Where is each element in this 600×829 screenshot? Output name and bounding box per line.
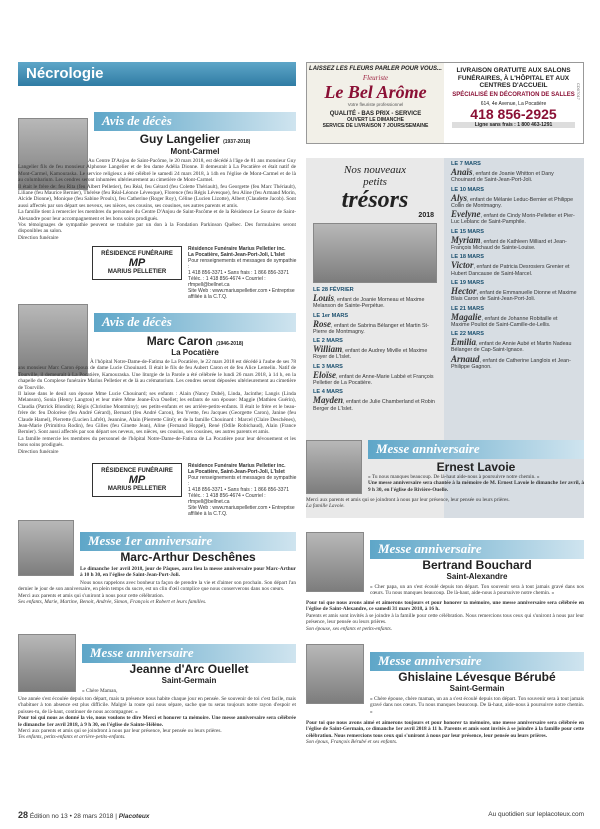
messe-band-ernest: Messe anniversaire — [368, 440, 584, 459]
jeanne-text: Une année s'est écoulée depuis ton départ, mais ta présence nous habite chaque jour en pensée. Se souvenir de toi c'est facile, mais s'habituer à ton absence est plus difficile. Malgré la route qui nous sépare, sache que tu seras toujours notre rayon d'espoir et puisses-tu, de là-haut, continuer de nous accompagner. » — [18, 696, 296, 715]
bertrand-quote: « Cher papa, un an s'est écoulé depuis ton départ. Ton souvenir sera à tout jamais gravé dans nos cœurs. Tu nous manques beaucoup. De là-haut, aide-nous à poursuivre notre chemin. » — [370, 584, 584, 597]
messe-band-marc: Messe 1er anniversaire — [80, 532, 296, 551]
birth-entry: LE 10 MARS Alys, enfant de Mélanie Leduc-Bernier et Philippe Collin de Montmagny. — [451, 187, 577, 210]
fh-block-1 — [92, 246, 182, 280]
birth-text: enfant de Patricia Desrosiers Grenier et Hubert Dancause de Saint-Marcel. — [451, 264, 570, 277]
birth-date: LE 18 MARS — [451, 254, 484, 261]
ernest-thanks: Merci aux parents et amis qui se joindront à nous par leur présence, leur pensée ou leurs prières. — [306, 497, 510, 503]
bertrand-sign: Son épouse, ses enfants et petits-enfants. — [306, 625, 393, 632]
births-year: 2018 — [418, 212, 434, 219]
jeanne-sign: Tes enfants, petits-enfants et arrière-petits-enfants. — [18, 734, 126, 741]
d1-body — [18, 158, 296, 241]
birth-entry: LE 22 MARS Emilia, enfant de Annie Aubé et Martin Nadeau Bélanger de Cap-Saint-Ignace. — [451, 331, 577, 354]
jeanne-bold: Pour toi qui nous as donné la vie, nous voulons te dire Merci et honorer ta mémoire. Une messe anniversaire sera célébrée le dimanche 1er avril 2018, à 9 h 30, en l'église de Sainte-Hélène. — [18, 715, 296, 728]
bertrand-body — [306, 600, 584, 632]
d2-p3: La famille remercie les membres du personnel de l'hôpital Notre-Dame-de-Fatima de La Pocatière pour leur dévouement et les bons soins prodigués. — [18, 435, 296, 449]
birth-text: enfant de Julie Chamberland et Robin Berger de L'Islet. — [313, 399, 435, 412]
birth-entry: LE 2 MARS William, enfant de Audrey Miville et Maxime Royer de L'Islet. — [313, 338, 437, 361]
ernest-foot — [306, 497, 584, 510]
messe-band-bertrand: Messe anniversaire — [370, 540, 584, 559]
ad-qualite: QUALITÉ - BAS PRIX - SERVICE — [329, 111, 422, 117]
d2-dir: Direction funéraire — [18, 448, 59, 455]
page-number: 28 — [18, 810, 29, 820]
marc-arthur-name: Marc-Arthur Deschênes — [120, 550, 256, 564]
messe-band-jeanne: Messe anniversaire — [82, 644, 296, 663]
marc-arthur-body — [18, 580, 296, 606]
jeanne-thanks: Merci aux parents et amis qui se joindront à nous par leur présence, leur pensée ou leurs prières. — [18, 728, 222, 735]
birth-date: LE 10 MARS — [451, 186, 484, 193]
bertrand-bold: Pour toi que nous avons aimé et aimerons toujours et pour honorer ta mémoire, une messe anniversaire sera célébrée en l'église de Saint-Alexandre, ce samedi 31 mars 2018, à 16 h. — [306, 600, 584, 613]
birth-name: Arnaud — [451, 353, 480, 364]
ad-ouvert: OUVERT LE DIMANCHE — [347, 117, 404, 123]
d2-name: Marc Caron (1946-2018) — [146, 334, 244, 348]
birth-text: enfant de Johanne Robitaille et Maxime Pouliot de Saint-Camille-de-Lellis. — [451, 315, 558, 328]
flower-ad[interactable] — [306, 62, 584, 144]
d1-p1: Au Centre D'Anjou de Saint-Pacôme, le 20 mars 2018, est décédé à l'âge de 81 ans monsieur Guy Langelier fils de feu monsieur Alphonse Langelier et de feu dame Adélia Dionne. Il demeurait à La Pocatière et était natif de Mont-Carmel, Kamouraska. Le service religieux a été célébré le samedi 24 mars 2018, à 14h en l'église de Mont-Carmel et de là au columbarium. Les cendres seront inhumées ultérieurement au cimetière de Mont-Carmel. — [18, 158, 296, 184]
birth-name: William — [313, 344, 343, 355]
birth-text: enfant de Audrey Miville et Maxime Royer de L'Islet. — [313, 348, 428, 361]
footer-brand[interactable]: Placoteux — [118, 813, 150, 820]
d2-body — [18, 359, 296, 455]
avis-band-2: Avis de décès — [94, 313, 296, 332]
ernest-bold: Une messe anniversaire sera chantée à la mémoire de M. Ernest Lavoie le dimanche 1er avril, à 9 h 30, en l'église de Rivière-Ouelle. — [368, 480, 584, 493]
jeanne-body — [18, 696, 296, 741]
ad-service: SERVICE DE LIVRAISON 7 JOURS/SEMAINE — [322, 123, 429, 129]
page-footer — [18, 810, 584, 822]
birth-text: enfant de Joanie Morneau et Maxime Melanson de Sainte-Perpétue. — [313, 297, 425, 310]
d1-p3: La famille tient à remercier les membres du personnel du Centre D'Anjou de Saint-Pacôme et de la Résidence Le Source de Saint-Alexandre pour leur accompagnement et les bons soins prodigués. — [18, 209, 296, 222]
birth-date: LE 1er MARS — [313, 312, 349, 319]
birth-text: enfant de Annie Aubé et Martin Nadeau Bélanger de Cap-Saint-Ignace. — [451, 341, 572, 354]
birth-text: enfant de Cindy Morin-Pelletier et Pier-Luc Leblanc de Saint-Pamphile. — [451, 213, 575, 226]
ad-right — [444, 63, 583, 143]
d2-place: La Pocatière — [171, 348, 219, 357]
births-title1: Nos nouveaux — [343, 164, 406, 176]
bertrand-place: Saint-Alexandre — [446, 572, 508, 581]
birth-date: LE 21 MARS — [451, 305, 484, 312]
births-title3: trésors — [341, 187, 409, 213]
birth-date: LE 19 MARS — [451, 279, 484, 286]
ad-top: LAISSEZ LES FLEURS PARLER POUR VOUS... — [309, 66, 442, 72]
messe-band-ghislaine: Messe anniversaire — [370, 652, 584, 671]
birth-date: LE 15 MARS — [451, 228, 484, 235]
bertrand-name: Bertrand Bouchard — [422, 558, 532, 572]
birth-entry: LE 4 MARS Mayden, enfant de Julie Chamberland et Robin Berger de L'Islet. — [313, 389, 437, 412]
marc-arthur-text: Nous nous rappelons avec bonheur ta façon de prendre la vie et d'aimer son prochain. Son départ l'an dernier le jour de son anniversaire, en plein temps du sucre, est un clin d'œil complice que nous conserverons dans nos cœurs. — [18, 580, 296, 593]
ad-fleuriste: Fleuriste — [362, 74, 389, 82]
section-header: Nécrologie — [18, 62, 296, 86]
birth-date: LE 22 MARS — [451, 331, 484, 338]
birth-name: Anaïs — [451, 167, 473, 177]
birth-name: Magalie — [451, 311, 482, 322]
jeanne-place: Saint-Germain — [161, 676, 217, 685]
ghislaine-photo — [306, 644, 364, 704]
ghislaine-sign: Son époux, François Bérubé et ses enfants. — [306, 739, 398, 746]
ghislaine-name: Ghislaine Lévesque Bérubé — [398, 670, 556, 684]
ernest-sign: La famille Lavoie. — [306, 503, 345, 510]
birth-date: LE 7 MARS — [451, 161, 481, 167]
birth-name: Hector — [451, 285, 477, 296]
ernest-quote: « Tu nous manques beaucoup. De là-haut aide-nous à poursuivre notre chemin. » — [368, 474, 540, 480]
ad-tag: Votre fleuriste professionnel — [347, 102, 404, 107]
birth-name: Evelyne — [451, 209, 481, 220]
birth-entry: LE 3 MARS Eloïse, enfant de Anne-Marie Labbé et François Pelletier de La Pocatière. — [313, 364, 437, 387]
avis-band-1: Avis de décès — [94, 112, 296, 131]
ad-phone[interactable]: 418 856-2925 — [470, 105, 557, 122]
marc-arthur-bold: Le dimanche 1er avril 2018, jour de Pâques, aura lieu la messe anniversaire pour Marc-Arthur à 10 h 30, en l'église de Saint-Jean-Port-Joli. — [80, 566, 296, 579]
fh-info-1: Résidence Funéraire Marius Pelletier inc. La Pocatière, Saint-Jean-Port-Joli, L'Islet Pour renseignements et messages de sympathie : 1 418 856-3371 • Sans frais : 1 866 856-3371 Téléc. : 1 418 856-4674 • Courriel : rfmpell@bellnet.ca Site Web : www.mariuspelletier.com • Entreprise affiliée à la C.T.Q. — [188, 246, 297, 300]
ad-tollfree: Ligne sans frais : 1 800 463-1291 — [452, 122, 575, 128]
d2-p1: À l'hôpital Notre-Dame-de-Fatima de La Pocatière, le 22 mars 2018 est décédé à l'aube de ses 78 ans monsieur Marc Caron époux de dame Lucie Chouinard. Il était le fils de feu Aubert Caron et de feu Alice Lemelin. Natif de Tourville, il demeurait à La Pocatière, Kamouraska. Une liturgie de la Parole a été célébrée le lundi 26 mars 2018, à 14 h, en la chapelle du Complexe funéraire Marius Pelletier et de là au crématorium. Les cendres seront déposées ultérieurement au cimetière de Tourville. — [18, 359, 296, 391]
footer-url[interactable]: Au quotidien sur leplacoteux.com — [488, 811, 584, 818]
ghislaine-body — [306, 720, 584, 746]
marius-pelletier-logo-2: RÉSIDENCE FUNÉRAIRE MP MARIUS PELLETIER — [92, 463, 182, 497]
birth-name: Alys — [451, 192, 468, 203]
d1-name: Guy Langelier (1937-2018) — [139, 132, 251, 146]
birth-entry: Evelyne, enfant de Cindy Morin-Pelletier et Pier-Luc Leblanc de Saint-Pamphile. — [451, 209, 575, 226]
birth-text: enfant de Anne-Marie Labbé et François Pelletier de La Pocatière. — [313, 373, 434, 387]
birth-text: enfant de Kathleen Milliard et Jean-François Michaud de Sainte-Louise. — [451, 238, 567, 252]
ernest-name: Ernest Lavoie — [436, 460, 516, 474]
baby-photo — [313, 223, 437, 283]
bertrand-photo — [306, 532, 364, 592]
birth-entry: Arnaud, enfant de Catherine Langlois et Jean-Philippe Gagnon. — [451, 353, 571, 371]
ad-addr: 614, 4e Avenue, La Pocatière — [480, 100, 547, 107]
birth-date: LE 4 MARS — [313, 389, 343, 396]
bertrand-text: Parents et amis sont invités à se joindre à la famille pour cette célébration. Nous remercions tous ceux qui s'uniront à nous par leur présence, leur pensée ou leurs prières. — [306, 612, 584, 626]
birth-date: LE 28 FÉVRIER — [313, 287, 354, 293]
birth-text: enfant de Emmanuelle Dionne et Maxime Blais Caron de Saint-Jean-Port-Joli. — [451, 289, 577, 303]
ernest-lavoie-photo — [306, 440, 362, 494]
birth-entry: LE 19 MARS Hector, enfant de Emmanuelle Dionne et Maxime Blais Caron de Saint-Jean-Port-Joli. — [451, 279, 577, 303]
ad-brand-logo: Le Bel Arôme — [324, 82, 427, 102]
jeanne-photo — [18, 634, 76, 692]
ghislaine-bold: Pour toi que nous avons aimé et aimerons toujours et pour honorer ta mémoire, une messe anniversaire sera célébrée en l'église de Saint-Germain, ce dimanche 1er avril 2018 à 11 h. Parents et amis sont invités à se joindre à la famille pour cette célébration. Nous remercions tous ceux qui s'uniront à nous par leur présence, leur pensée ou leurs prières. — [306, 720, 584, 739]
birth-name: Eloïse — [313, 369, 337, 380]
birth-entry: LE 18 MARS Victor, enfant de Patricia Desrosiers Grenier et Hubert Dancause de Saint-Marcel. — [451, 254, 577, 277]
birth-name: Louis — [313, 293, 335, 303]
jeanne-quote: « Chère Maman, — [82, 688, 118, 694]
births-title2: petits — [363, 176, 387, 188]
ghislaine-place: Saint-Germain — [449, 684, 505, 693]
birth-entry: LE 15 MARS Myriam, enfant de Kathleen Milliard et Jean-François Michaud de Sainte-Louise. — [451, 229, 577, 252]
marc-arthur-sign: Ses enfants, Marie, Martine, Benoit, Andrée, Simon, François et Robert et leurs familles. — [18, 599, 207, 606]
d1-place: Mont-Carmel — [170, 147, 220, 156]
marius-pelletier-logo: RÉSIDENCE FUNÉRAIRE MP MARIUS PELLETIER — [92, 246, 182, 280]
birth-name: Emilia — [451, 337, 477, 348]
birth-text: enfant de Mélanie Leduc-Bernier et Philippe Collin de Montmagny. — [451, 196, 574, 209]
ad-left — [307, 63, 444, 143]
d1-p2: Il était le frère de: feu Rita (feu Albert Pelletier), feu Réal, feu Gérard (feu Colette Thériault), feu Georgette (feu Marc Thériault), Liliane (feu Maurice Bernier), Thérèse (feu Réal-Léonce Lévesque), Florence (feu Régis Lévesque), feu Aline (feu Armand Morin, Alcide Dionne), Monique (feu Sabine Proulx), feu Catherine (Roger Roy), Céline (Lucien Lizotte), Albert (Claudette Jacob). Sont aussi affectés par son départ ses neveux, ses nièces, ses cousins, ses cousines, ses autres parents et amis. — [18, 183, 296, 209]
birth-name: Mayden — [313, 395, 343, 406]
jeanne-name: Jeanne d'Arc Ouellet — [129, 662, 249, 676]
d1-dir: Direction funéraire — [18, 234, 59, 241]
fh-block-2 — [92, 463, 182, 497]
birth-text: enfant de Catherine Langlois et Jean-Philippe Gagnon. — [451, 357, 571, 371]
birth-entry: LE 28 FÉVRIER Louis, enfant de Joanie Morneau et Maxime Melanson de Sainte-Perpétue. — [313, 287, 437, 310]
birth-name: Victor — [451, 260, 474, 271]
ernest-body — [368, 474, 584, 493]
ad-right2: SPÉCIALISÉ EN DÉCORATION DE SALLES — [452, 91, 575, 98]
birth-entry: LE 7 MARS Anaïs, enfant de Joanie Whitton et Dany Chouinard de Saint-Jean-Port-Joli. — [451, 161, 577, 184]
birth-text: enfant de Sabrina Bélanger et Martin St-Pierre de Montmagny. — [313, 322, 429, 335]
marc-arthur-thanks: Merci aux parents et amis qui s'uniront à nous pour cette célébration. — [18, 592, 164, 599]
birth-date: LE 3 MARS — [313, 363, 343, 370]
marc-arthur-photo — [18, 520, 74, 576]
birth-text: enfant de Joanie Whitton et Dany Chouinard de Saint-Jean-Port-Joli. — [451, 171, 554, 184]
birth-entry: LE 21 MARS Magalie, enfant de Johanne Robitaille et Maxime Pouliot de Saint-Camille-de-Lellis. — [451, 306, 577, 329]
birth-name: Rose — [313, 318, 331, 329]
ad-right1: LIVRAISON GRATUITE AUX SALONS FUNÉRAIRES, À L'HÔPITAL ET AUX CENTRES D'ACCUEIL — [456, 67, 571, 89]
ghislaine-quote: « Chère épouse, chère maman, un an a s'est écoulé depuis ton départ. Ton souvenir sera à tout jamais gravé dans nos cœurs. Tu nous manques beaucoup. De là-haut, aide-nous à poursuivre notre chemin. » — [370, 696, 584, 715]
birth-date: LE 2 MARS — [313, 338, 343, 345]
ad-code: CD07017 — [576, 83, 581, 100]
d1-p4: Vos témoignages de sympathie peuvent se traduire par un don à la Fondation Parkinson Québec. Des formulaires seront disponibles au salon. — [18, 222, 296, 235]
d2-p2: Il laisse dans le deuil son épouse Mme Lucie Chouinard; ses enfants : Alain (Nancy Dubé), Linda, Jacinthe; Langis (Linda Melanson), Sonia (Henry Langton) et leur mère Mme Jeane-Eva Ouellet; les enfants de son épouse: Maggie (Mathieu Guérin), Claudia (Patrick Blondin); Régis (Christine Montminy); ses petits-enfants et ses arrière-petits-enfants. Il était le frère et le beau-frère de: feu Dolorèse (feu André Gérard), Bernard (feu André Caron), feu Yvette, feu Jacques (Georgette Caron), Janine (feu Claude Hamel), Pierrette (Lucien Lafrêt), Jeannine, Alain (Pierrette Côté); et de la famille Chouinard : Marcel (Claire Deschênes), Jean-Marie (Primitiva Rodin), feu Gilles (feu Ginette Jean), Aline (Fernand Hoppé), René (Odile Robichaud), Alain (France Bernier). Sont aussi affectés par son départ ses neveux, ses nièces, ses cousins, ses cousines, ses autres parents et amis. — [18, 391, 296, 436]
birth-entry: LE 1er MARS Rose, enfant de Sabrina Bélanger et Martin St-Pierre de Montmagny. — [313, 313, 437, 336]
birth-name: Myriam — [451, 234, 481, 245]
fh-info-2: Résidence Funéraire Marius Pelletier inc. La Pocatière, Saint-Jean-Port-Joli, L'Islet Pour renseignements et messages de sympathie : 1 418 856-3371 • Sans frais : 1 866 856-3371 Téléc. : 1 418 856-4674 • Courriel : rfmpell@bellnet.ca Site Web : www.mariuspelletier.com • Entreprise affiliée à la C.T.Q. — [188, 463, 297, 517]
footer-edition: Édition no 13 • 28 mars 2018 | — [29, 813, 117, 820]
